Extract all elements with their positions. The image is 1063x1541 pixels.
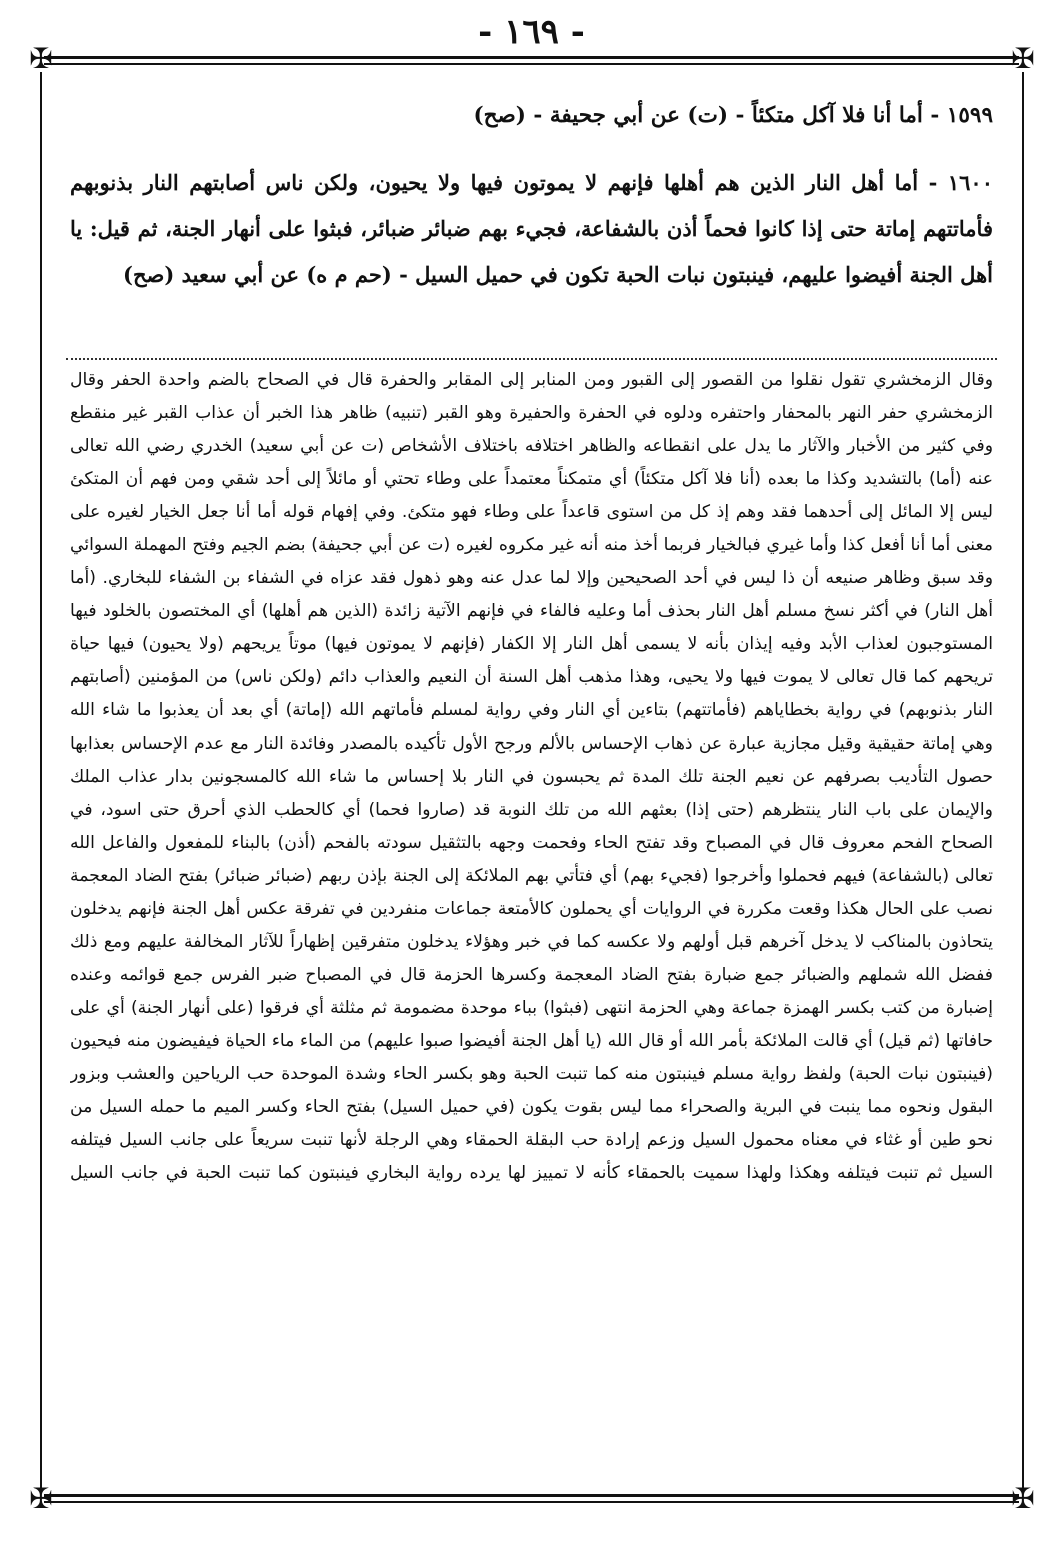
bottom-border-line-inner — [44, 1501, 1019, 1503]
page-number: - ١٦٩ - — [478, 12, 585, 52]
left-border-line — [40, 72, 42, 1490]
corner-ornament-icon: ✠ — [29, 1482, 53, 1515]
corner-ornament-icon: ✠ — [1011, 1482, 1035, 1515]
corner-ornament-icon: ✠ — [29, 42, 53, 75]
hadith-1600: ١٦٠٠ - أما أهل النار الذين هم أهلها فإنهم لا يموتون فيها ولا يحيون، ولكن ناس أصابتهم النار بذنوبهم فأماتتهم إماتة حتى إذا كانوا فحماً أذن بالشفاعة، فجيء بهم ضبائر ضبائر، فبثوا على أنهار الجنة، ثم قيل: يا أهل الجنة أفيضوا عليهم، فينبتون نبات الحبة تكون في حميل السيل - (حم م ه) عن أبي سعيد (صح) — [70, 170, 993, 287]
corner-ornament-icon: ✠ — [1011, 42, 1035, 75]
bottom-border-line — [44, 1494, 1019, 1497]
commentary-paragraph: وقال الزمخشري تقول نقلوا من القصور إلى القبور ومن المنابر إلى المقابر والحفرة قال في الصحاح بالضم واحدة الحفر وقال الزمخشري حفر النهر بالمحفار واحتفره ودلوه في الحفرة والحفيرة وهو القبر (تنبيه) ظاهر هذا الخبر أن عذاب القبر غير منقطع وفي كثير من الأخبار والآثار ما يدل على انقطاعه والظاهر اختلافه باختلاف الأشخاص (ت عن أبي سعيد) الخدري رضي الله تعالى عنه (أما) بالتشديد وكذا ما بعده (أنا فلا آكل متكئاً) أي متمكناً معتمداً على وطاء تحتي أو مائلاً إلى أحد شقي ومن فهم أن المتكئ ليس إلا المائل إلى أحدهما فقد وهم إذ كل من استوى قاعداً على وطاء فهو متكئ. وفي إفهام قوله أما أنا جعل الخيار لغيره على معنى أما أنا أفعل كذا وأما غيري فبالخيار فربما أخذ منه أنه غير مكروه لغيره (ت عن أبي جحيفة) بضم الجيم وفتح المهملة السوائي وقد سبق وظاهر صنيعه أن ذا ليس في أحد الصحيحين وإلا لما عدل عنه وهو ذهول فقد عزاه في الشفاء بن الشفاء للبخاري. (أما أهل النار) في أكثر نسخ مسلم أهل النار بحذف أما وعليه فالفاء في فإنهم الآتية زائدة (الذين هم أهلها) أي المختصون بالخلود فيها المستوجبون لعذاب الأبد وفيه إيذان بأنه لا يسمى أهل النار إلا الكفار (فإنهم لا يموتون فيها) موتاً يريحهم (ولا يحيون) فيها حياة تريحهم كما قال تعالى لا يموت فيها ولا يحيى، وهذا مذهب أهل السنة أن النعيم والعذاب دائم (ولكن ناس) من المؤمنين (أصابتهم النار بذنوبهم) في رواية بخطاياهم (فأماتتهم) بتاءين أي النار وفي رواية لمسلم فأماتهم الله (إماتة) أي بعد أن يعذبوا ما شاء الله وهي إماتة حقيقية وقيل مجازية عبارة عن ذهاب الإحساس بالألم ورجح الأول تأكيده بالمصدر وفائدة النار مع عدم الإحساس بعذابها حصول التأديب بصرفهم عن نعيم الجنة تلك المدة ثم يحبسون في النار بلا إحساس ما شاء الله كالمسجونين بدار عذاب الملك والإيمان على باب النار ينتظرهم (حتى إذا) بعثهم الله من تلك النوبة قد (صاروا فحما) أي كالحطب الذي أحرق حتى اسود، في الصحاح الفحم معروف قال في المصباح وقد تفتح الحاء وفحمت وجهه بالتثقيل سودته بالفحم (أذن) بالبناء للمفعول والفاعل الله تعالى (بالشفاعة) فيهم فحملوا وأخرجوا (فجيء بهم) أي فتأتي بهم الملائكة إلى الجنة بإذن ربهم (ضبائر ضبائر) بفتح الضاد المعجمة نصب على الحال هكذا وقعت مكررة في الروايات أي يحملون كالأمتعة جماعات منفردين في تفرقة عكس أهل الجنة فإنهم يدخلون يتحاذون بالمناكب لا يدخل آخرهم قبل أولهم ولا عكسه كما في خبر وهؤلاء يدخلون متفرقين إظهاراً للآثار المخالفة عليهم ومع ذلك ففضل الله شملهم والضبائر جمع ضبارة بفتح الضاد المعجمة وكسرها الحزمة قال في المصباح ضبر الفرس جمع قوائمه وعنده إضبارة من كتب بكسر الهمزة جماعة وهي الحزمة انتهى (فبثوا) بباء موحدة مضمومة ثم مثلثة أي فرقوا (على أنهار الجنة) أي على حافاتها (ثم قيل) أي قالت الملائكة بأمر الله أو قال الله (يا أهل الجنة أفيضوا صبوا عليهم) من الماء ماء الحياة فيفيضون منه فيحيون (فينبتون نبات الحبة) ولفظ رواية مسلم فينبتون منه كما تنبت الحبة وهو بكسر الحاء وشدة الموحدة حب الرياحين والعشب وبزور البقول ونحوه مما ينبت في البرية والصحراء مما ليس بقوت يكون (في حميل السيل) بفتح الحاء وكسر الميم ما حمله السيل من نحو طين أو غثاء في معناه محمول السيل وزعم إرادة حب البقلة الحمقاء وهي الرجلة لأنها تنبت سريعاً على جانب السيل فيتلفه السيل ثم تنبت فيتلفه وهكذا ولهذا سميت بالحمقاء كأنه لا تمييز لها يرده رواية البخاري فينبتون كما تنبت الحبة في جانب السيل — [70, 370, 993, 1184]
top-border-line-inner — [44, 63, 1019, 65]
commentary-text — [70, 364, 993, 1488]
dotted-divider — [66, 358, 997, 360]
hadith-1599: ١٥٩٩ - أما أنا فلا آكل متكئاً - (ت) عن أبي جحيفة - (صح) — [473, 103, 993, 128]
right-border-line — [1022, 72, 1024, 1490]
top-border-line — [44, 56, 1019, 59]
